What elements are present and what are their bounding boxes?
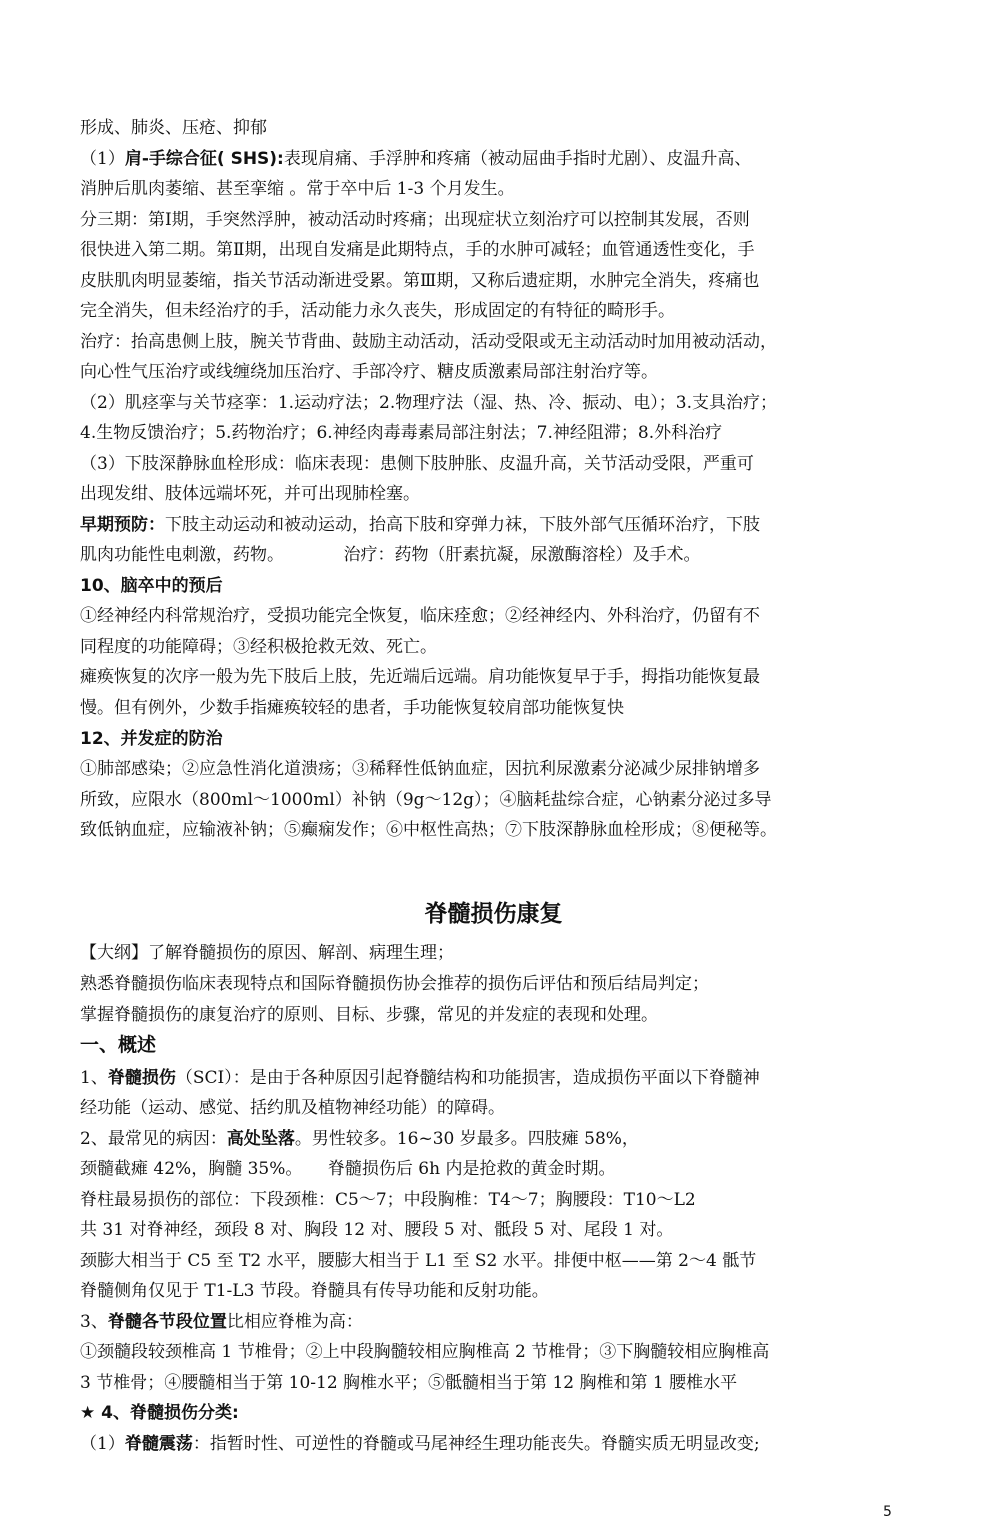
star-item-number: ★ 4、 — [80, 1403, 130, 1423]
term-bold: 早期预防： — [80, 515, 165, 535]
text-line: ①颈髓段较颈椎高 1 节椎骨；②上中段胸髓较相应胸椎高 2 节椎骨；③下胸髓较相应胸椎高 — [80, 1342, 770, 1362]
text-line: （2）肌痉挛与关节痉挛：1.运动疗法；2.物理疗法（湿、热、冷、振动、电）；3.支具治疗； — [80, 393, 777, 413]
text-span: （SCI）：是由于各种原因引起脊髓结构和功能损害，造成损伤平面以下脊髓神 — [175, 1068, 760, 1088]
text-line: 瘫痪恢复的次序一般为先下肢后上肢，先近端后远端。肩功能恢复早于手，拇指功能恢复最 — [80, 667, 760, 687]
term-bold: 肩-手综合征( SHS): — [124, 149, 284, 169]
text-line — [80, 1311, 900, 1333]
text-span: ：指暂时性、可逆性的脊髓或马尾神经生理功能丧失。脊髓实质无明显改变; — [192, 1434, 760, 1454]
text-line: 颈髓截瘫 42%，胸髓 35%。 脊髓损伤后 6h 内是抢救的黄金时期。 — [80, 1159, 616, 1179]
text-line: 4.生物反馈治疗；5.药物治疗；6.神经肉毒毒素局部注射法；7.神经阻滞；8.外科治疗 — [80, 423, 723, 443]
text-line: 3 节椎骨；④腰髓相当于第 10-12 胸椎水平；⑤骶髓相当于第 12 胸椎和第 1 腰椎水平 — [80, 1373, 738, 1393]
text-line: 熟悉脊髓损伤临床表现特点和国际脊髓损伤协会推荐的损伤后评估和预后结局判定； — [80, 974, 709, 994]
text-span: 2、最常见的病因： — [80, 1129, 227, 1149]
term-bold: 脊髓各节段位置 — [107, 1312, 227, 1332]
text-line: 分三期：第Ⅰ期，手突然浮肿，被动活动时疼痛；出现症状立刻治疗可以控制其发展，否则 — [80, 210, 750, 230]
term-bold: 高处坠落 — [226, 1129, 295, 1149]
section-heading: 12、并发症的防治 — [80, 729, 223, 749]
text-line — [80, 148, 900, 170]
text-line: 慢。但有例外，少数手指瘫痪较轻的患者，手功能恢复较肩部功能恢复快 — [80, 698, 624, 718]
section-heading: 10、脑卒中的预后 — [80, 576, 223, 596]
term-bold: 脊髓损伤 — [107, 1068, 176, 1088]
text-line: 皮肤肌肉明显萎缩，指关节活动渐进受累。第Ⅲ期，又称后遗症期，水肿完全消失，疼痛也 — [80, 271, 760, 291]
text-line: 颈膨大相当于 C5 至 T2 水平，腰膨大相当于 L1 至 S2 水平。排便中枢——第 2～4 骶节 — [80, 1251, 757, 1271]
term-bold: 脊髓损伤分类: — [130, 1403, 239, 1423]
text-line: 脊髓侧角仅见于 T1-L3 节段。脊髓具有传导功能和反射功能。 — [80, 1281, 549, 1301]
text-span: 下肢主动运动和被动运动，抬高下肢和穿弹力袜，下肢外部气压循环治疗，下肢 — [165, 515, 760, 535]
text-line: （3）下肢深静脉血栓形成：临床表现：患侧下肢肿胀、皮温升高，关节活动受限，严重可 — [80, 454, 754, 474]
text-line: 致低钠血症，应输液补钠；⑤癫痫发作；⑥中枢性高热；⑦下肢深静脉血栓形成；⑧便秘等。 — [80, 820, 777, 840]
item-number: （1） — [80, 1434, 125, 1454]
item-number: 1、 — [80, 1068, 108, 1088]
text-line — [80, 514, 900, 536]
text-span: 表现肩痛、手浮肿和疼痛（被动屈曲手指时尤剧）、皮温升高、 — [283, 149, 752, 169]
text-line: 经功能（运动、感觉、括约肌及植物神经功能）的障碍。 — [80, 1098, 505, 1118]
text-line: 向心性气压治疗或线缠绕加压治疗、手部冷疗、糖皮质激素局部注射治疗等。 — [80, 362, 658, 382]
text-line: 共 31 对脊神经，颈段 8 对、胸段 12 对、腰段 5 对、骶段 5 对、尾段 1 对。 — [80, 1220, 674, 1240]
section-heading: 一、概述 — [80, 1034, 157, 1056]
text-line: 很快进入第二期。第Ⅱ期，出现自发痛是此期特点，手的水肿可减轻；血管通透性变化，手 — [80, 240, 755, 260]
text-line: 【大纲】了解脊髓损伤的原因、解剖、病理生理； — [80, 943, 454, 963]
text-line: 掌握脊髓损伤的康复治疗的原则、目标、步骤，常见的并发症的表现和处理。 — [80, 1005, 658, 1025]
text-line: 消肿后肌肉萎缩、甚至挛缩 。常于卒中后 1-3 个月发生。 — [80, 179, 515, 199]
chapter-title: 脊髓损伤康复 — [424, 901, 563, 927]
text-line — [80, 1128, 900, 1150]
text-line: 形成、肺炎、压疮、抑郁 — [80, 118, 267, 138]
text-line — [80, 1402, 900, 1424]
text-span: 。男性较多。16~30 岁最多。四肢瘫 58%， — [294, 1129, 639, 1149]
text-line: ①经神经内科常规治疗，受损功能完全恢复，临床痊愈；②经神经内、外科治疗，仍留有不 — [80, 606, 760, 626]
text-line: 脊柱最易损伤的部位：下段颈椎：C5～7；中段胸椎：T4～7；胸腰段：T10～L2 — [80, 1190, 696, 1210]
text-span: 比相应脊椎为高： — [226, 1312, 363, 1332]
text-line: 肌肉功能性电刺激，药物。 治疗：药物（肝素抗凝，尿激酶溶栓）及手术。 — [80, 545, 701, 565]
text-line: ①肺部感染；②应急性消化道溃疡；③稀释性低钠血症，因抗利尿激素分泌减少尿排钠增多 — [80, 759, 760, 779]
page-number: 5 — [883, 1504, 892, 1520]
text-line — [80, 1067, 900, 1089]
text-line — [80, 1433, 900, 1455]
text-line: 出现发绀、肢体远端坏死，并可出现肺栓塞。 — [80, 484, 420, 504]
term-bold: 脊髓震荡 — [124, 1434, 193, 1454]
text-line: 同程度的功能障碍；③经积极抢救无效、死亡。 — [80, 637, 437, 657]
text-line: 治疗：抬高患侧上肢，腕关节背曲、鼓励主动活动，活动受限或无主动活动时加用被动活动， — [80, 332, 777, 352]
text-line: 所致，应限水（800ml～1000ml）补钠（9g～12g）；④脑耗盐综合症，心钠素分泌过多导 — [80, 790, 772, 810]
item-number: （1） — [80, 149, 125, 169]
text-line: 完全消失，但未经治疗的手，活动能力永久丧失，形成固定的有特征的畸形手。 — [80, 301, 675, 321]
item-number: 3、 — [80, 1312, 108, 1332]
